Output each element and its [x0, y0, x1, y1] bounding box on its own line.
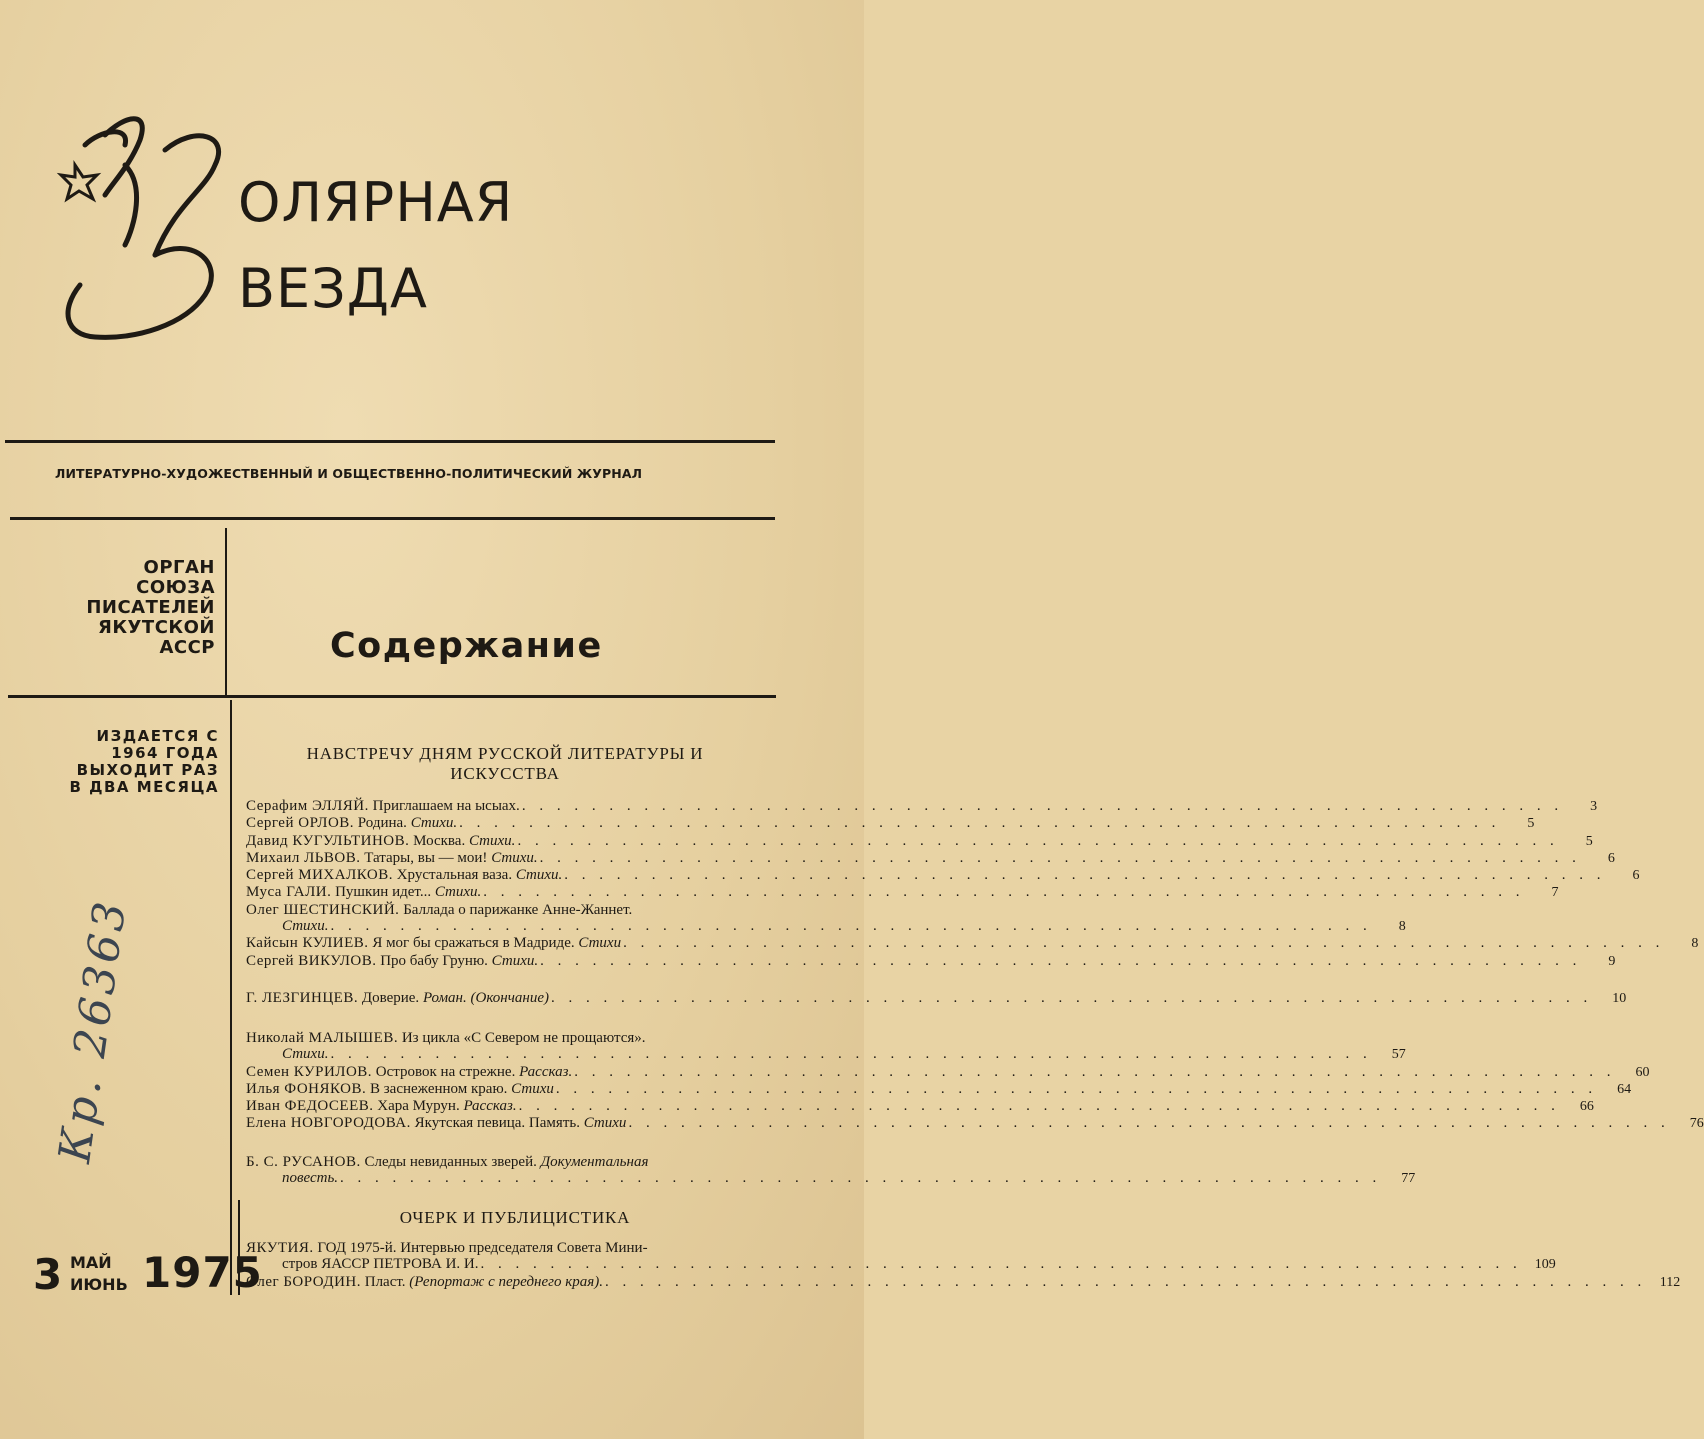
toc-entry [246, 1115, 1704, 1132]
toc-title: стров ЯАССР ПЕТРОВА И. И. [282, 1256, 479, 1273]
publication-note [69, 728, 219, 796]
toc-leader-dots: . . . . . . . . . . . . . . . . . . . . . . . . . . . . . . . . . . . . . . . . . . . . . . . . . . . . . . . . . . . . [628, 1115, 1670, 1132]
toc-entry [246, 935, 1699, 952]
toc-page-number: 8 [1398, 919, 1406, 935]
toc-entry-text [246, 1030, 646, 1046]
toc-author: Г. ЛЕЗГИНЦЕВ. [246, 990, 359, 1006]
toc-author: Илья ФОНЯКОВ. [246, 1080, 367, 1097]
toc-genre: Стихи. [434, 884, 482, 901]
toc-leader-dots: . . . . . . . . . . . . . . . . . . . . . . . . . . . . . . . . . . . . . . . . . . . . . . . . . . . . . . . . . . . . [480, 1256, 1522, 1273]
toc-entry [246, 1080, 1632, 1098]
toc-genre: Роман. (Окончание) [422, 990, 549, 1006]
toc-title: Доверие. [358, 990, 423, 1006]
organ-line: АССР [159, 637, 215, 658]
toc-entry [246, 1256, 1556, 1273]
toc-genre: Стихи. [468, 832, 516, 849]
top-rule [5, 440, 775, 443]
toc-title: Из цикла «С Севером не прощаются». [398, 1030, 646, 1046]
contents-heading: Содержание [330, 626, 603, 666]
toc-genre: Стихи. [410, 815, 458, 832]
magazine-title-line2: ВЕЗДА [238, 257, 428, 320]
toc-page-number: 66 [1579, 1099, 1594, 1115]
toc-entry-text [246, 850, 538, 866]
toc-author: Кайсын КУЛИЕВ. [246, 935, 369, 952]
toc-genre: (Репортаж с переднего края). [409, 1273, 603, 1290]
section-heading: ОЧЕРК И ПУБЛИЦИСТИКА [399, 1208, 631, 1227]
toc-genre: Документальная [540, 1154, 649, 1170]
toc-genre: Стихи. [491, 849, 538, 866]
toc-entry-text [246, 953, 538, 969]
toc-title: ГОД 1975-й. Интервью председателя Совета Мини- [313, 1240, 648, 1256]
toc-leader-dots: . . . . . . . . . . . . . . . . . . . . . . . . . . . . . . . . . . . . . . . . . . . . . . . . . . . . . . . . . . . . [623, 935, 1665, 952]
toc-author: Михаил ЛЬВОВ. [246, 849, 361, 866]
star-logo-icon [55, 105, 235, 355]
note-line: ВЫХОДИТ РАЗ [76, 761, 219, 779]
toc-title: Я мог бы сражаться в Мадриде. [368, 935, 579, 952]
toc-author: Серафим ЭЛЛЯЙ. [246, 798, 369, 814]
toc-leader-dots: . . . . . . . . . . . . . . . . . . . . . . . . . . . . . . . . . . . . . . . . . . . . . . . . . . . . . . . . . . . . [574, 1063, 1616, 1080]
toc-page-number: 5 [1527, 816, 1535, 832]
toc-entry-text [246, 935, 621, 951]
toc-entry-text [246, 815, 457, 831]
note-line: 1964 ГОДА [111, 744, 219, 762]
note-line: ИЗДАЕТСЯ С [96, 727, 219, 745]
toc-author: Б. С. РУСАНОВ. [246, 1154, 361, 1170]
toc-title: Родина. [354, 815, 411, 832]
toc-entry-text [246, 884, 481, 900]
toc-entry-text [246, 1064, 572, 1080]
organ-line: ЯКУТСКОЙ [97, 617, 215, 638]
column-divider [230, 700, 232, 1295]
toc-entry-text [246, 1170, 338, 1186]
toc-genre: Стихи [578, 935, 622, 952]
toc-page-number: 60 [1635, 1064, 1650, 1080]
toc-entry-text [246, 1240, 648, 1256]
toc-author: Николай МАЛЫШЕВ. [246, 1030, 399, 1046]
toc-leader-dots: . . . . . . . . . . . . . . . . . . . . . . . . . . . . . . . . . . . . . . . . . . . . . . . . . . . . . . . . . . . . [518, 1098, 1560, 1115]
toc-leader-dots: . . . . . . . . . . . . . . . . . . . . . . . . . . . . . . . . . . . . . . . . . . . . . . . . . . . . . . . . . . . . [550, 990, 1593, 1006]
issue-number: 3 [33, 1250, 63, 1299]
toc-genre: Стихи. [491, 952, 539, 969]
toc-author: Сергей ВИКУЛОВ. [246, 952, 377, 969]
toc-entry [246, 849, 1615, 867]
toc-leader-dots: . . . . . . . . . . . . . . . . . . . . . . . . . . . . . . . . . . . . . . . . . . . . . . . . . . . . . . . . . . . . [459, 815, 1501, 832]
toc-leader-dots: . . . . . . . . . . . . . . . . . . . . . . . . . . . . . . . . . . . . . . . . . . . . . . . . . . . . . . . . . . . . [540, 952, 1582, 969]
toc-page-number: 9 [1608, 953, 1616, 969]
toc-page-number: 5 [1585, 833, 1593, 849]
toc-entry [246, 918, 1406, 935]
toc-page-number: 109 [1534, 1257, 1556, 1273]
toc-genre: Стихи. [282, 1046, 329, 1063]
toc-page-number: 6 [1607, 850, 1615, 866]
toc-page-number: 112 [1659, 1274, 1681, 1290]
toc-title: Якутская певица. Память. [410, 1115, 584, 1132]
contents-rule [8, 695, 776, 698]
toc-genre: Рассказ. [463, 1098, 517, 1115]
toc-page-number: 64 [1617, 1081, 1632, 1097]
toc-author: Сергей ОРЛОВ. [246, 815, 355, 832]
toc-leader-dots: . . . . . . . . . . . . . . . . . . . . . . . . . . . . . . . . . . . . . . . . . . . . . . . . . . . . . . . . . . . . [340, 1170, 1382, 1187]
subtitle-rule [10, 517, 775, 520]
toc-entry [246, 1030, 794, 1046]
publisher-organ [86, 558, 215, 658]
toc-entry [246, 902, 794, 918]
toc-leader-dots: . . . . . . . . . . . . . . . . . . . . . . . . . . . . . . . . . . . . . . . . . . . . . . . . . . . . . . . . . . . . [539, 849, 1581, 866]
toc-leader-dots: . . . . . . . . . . . . . . . . . . . . . . . . . . . . . . . . . . . . . . . . . . . . . . . . . . . . . . . . . . . . [564, 867, 1606, 884]
toc-author: Сергей МИХАЛКОВ. [246, 867, 393, 884]
toc-entry [246, 1098, 1594, 1115]
toc-genre: повесть. [282, 1170, 339, 1187]
toc-entry-text [246, 867, 562, 883]
magazine-title-line1: ОЛЯРНАЯ [238, 171, 514, 234]
toc-leader-dots: . . . . . . . . . . . . . . . . . . . . . . . . . . . . . . . . . . . . . . . . . . . . . . . . . . . . . . . . . . . . [555, 1080, 1598, 1097]
toc-entry [246, 832, 1593, 850]
toc-leader-dots: . . . . . . . . . . . . . . . . . . . . . . . . . . . . . . . . . . . . . . . . . . . . . . . . . . . . . . . . . . . . [330, 918, 1372, 935]
toc-entry-text [246, 1046, 328, 1062]
toc-title: Татары, вы — мои! [360, 849, 492, 866]
toc-entry-text [246, 990, 549, 1006]
toc-entry [246, 1240, 794, 1256]
organ-line: СОЮЗА [136, 577, 215, 598]
header-divider [225, 528, 227, 698]
toc-group [246, 1030, 1704, 1133]
toc-author: Давид КУГУЛЬТИНОВ. [246, 832, 410, 849]
toc-genre: Стихи. [282, 918, 329, 935]
toc-group [246, 798, 1699, 970]
toc-genre: Стихи [583, 1115, 627, 1132]
toc-page-number: 10 [1612, 991, 1627, 1006]
toc-leader-dots: . . . . . . . . . . . . . . . . . . . . . . . . . . . . . . . . . . . . . . . . . . . . . . . . . . . . . . . . . . . . [604, 1273, 1647, 1290]
toc-page-number: 76 [1689, 1116, 1704, 1132]
toc-entry [246, 815, 1535, 832]
toc-group [246, 1240, 1681, 1291]
toc-author: Олег БОРОДИН. [246, 1273, 361, 1290]
toc-entry-text [246, 1115, 626, 1131]
toc-entry [246, 1154, 794, 1170]
toc-page-number: 7 [1551, 885, 1559, 901]
toc-entry [246, 798, 1598, 815]
toc-entry [246, 1046, 1406, 1063]
toc-group [246, 990, 1627, 1007]
toc-entry [246, 1063, 1650, 1081]
toc-entry [246, 952, 1616, 970]
toc-leader-dots: . . . . . . . . . . . . . . . . . . . . . . . . . . . . . . . . . . . . . . . . . . . . . . . . . . . . . . . . . . . . [517, 832, 1559, 849]
issue-months [70, 1252, 128, 1296]
toc-group [246, 1154, 1416, 1188]
toc-title: Баллада о парижанке Анне-Жаннет. [399, 901, 633, 918]
toc-author: Муса ГАЛИ. [246, 884, 332, 901]
toc-author: Елена НОВГОРОДОВА. [246, 1115, 411, 1132]
toc-entry-text [246, 918, 328, 934]
toc-title: Приглашаем на ысыах. [368, 798, 520, 814]
toc-leader-dots: . . . . . . . . . . . . . . . . . . . . . . . . . . . . . . . . . . . . . . . . . . . . . . . . . . . . . . . . . . . . [483, 884, 1525, 901]
toc-entry-text [246, 1098, 517, 1114]
toc-author: Семен КУРИЛОВ. [246, 1063, 373, 1080]
toc-page-number: 8 [1691, 936, 1699, 952]
toc-title: Островок на стрежне. [372, 1063, 520, 1080]
toc-entry-text [246, 902, 632, 918]
toc-leader-dots: . . . . . . . . . . . . . . . . . . . . . . . . . . . . . . . . . . . . . . . . . . . . . . . . . . . . . . . . . . . . [330, 1046, 1372, 1063]
issue-month: МАЙ [70, 1253, 112, 1272]
toc-title: Следы невиданных зверей. [360, 1154, 541, 1170]
toc-genre: Стихи [511, 1080, 554, 1097]
toc-title: Москва. [409, 832, 469, 849]
toc-entry-text [246, 798, 520, 814]
toc-title: Хара Мурун. [373, 1098, 464, 1115]
library-stamp: Кр. 26363 [49, 895, 137, 1166]
toc-author: Олег ШЕСТИНСКИЙ. [246, 901, 400, 918]
organ-line: ОРГАН [143, 557, 215, 578]
section-heading-line: ИСКУССТВА [450, 764, 560, 783]
toc-entry-text [246, 833, 515, 849]
toc-entry [246, 884, 1559, 901]
toc-page-number: 77 [1401, 1171, 1416, 1187]
issue-month: ИЮНЬ [70, 1275, 128, 1294]
toc-entry [246, 1170, 1416, 1187]
toc-leader-dots: . . . . . . . . . . . . . . . . . . . . . . . . . . . . . . . . . . . . . . . . . . . . . . . . . . . . . . . . . . . . [521, 798, 1564, 814]
toc-author: Иван ФЕДОСЕЕВ. [246, 1098, 374, 1115]
toc-page-number: 57 [1391, 1047, 1406, 1063]
toc-entry [246, 1273, 1681, 1291]
toc-author: ЯКУТИЯ. [246, 1240, 314, 1256]
issue-year: 1975 [142, 1248, 263, 1297]
toc-page-number: 6 [1632, 868, 1640, 884]
organ-line: ПИСАТЕЛЕЙ [86, 597, 215, 618]
toc-title: Про бабу Груню. [376, 952, 492, 969]
magazine-subtitle: ЛИТЕРАТУРНО-ХУДОЖЕСТВЕННЫЙ И ОБЩЕСТВЕННО-ПОЛИТИЧЕСКИЙ ЖУРНАЛ [55, 466, 643, 481]
toc-title: В заснеженном краю. [366, 1080, 512, 1097]
toc-title: Пушкин идет... [331, 884, 435, 901]
toc-title: Пласт. [360, 1273, 410, 1290]
toc-genre: Стихи. [515, 867, 563, 884]
toc-entry-text [246, 1256, 479, 1272]
toc-page-number: 3 [1590, 799, 1598, 814]
toc-entry [246, 867, 1640, 884]
toc-entry-text [246, 1274, 603, 1290]
section-heading-line: НАВСТРЕЧУ ДНЯМ РУССКОЙ ЛИТЕРАТУРЫ И [306, 744, 704, 763]
toc-title: Хрустальная ваза. [392, 867, 516, 884]
toc-genre: Рассказ. [519, 1063, 573, 1080]
section-heading [260, 744, 750, 784]
note-line: В ДВА МЕСЯЦА [69, 778, 219, 796]
toc-entry [246, 990, 1627, 1007]
toc-entry-text [246, 1081, 554, 1097]
toc-entry-text [246, 1154, 648, 1170]
